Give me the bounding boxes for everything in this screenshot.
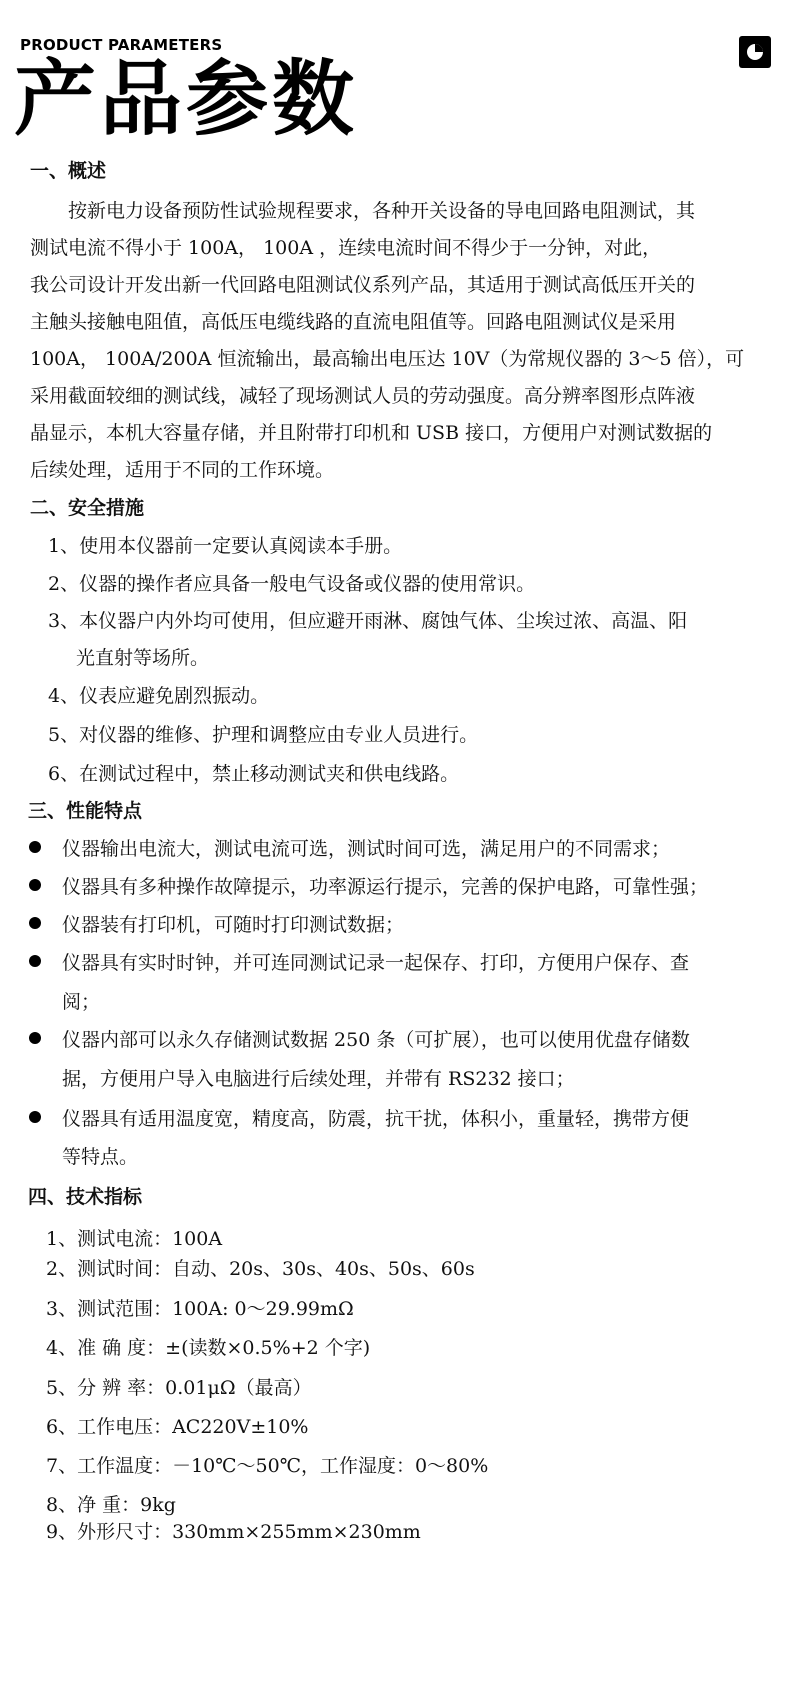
paragraph-line: 晶显示，本机大容量存储，并且附带打印机和 USB 接口，方便用户对测试数据的	[30, 422, 713, 444]
spec-item: 6、工作电压：AC220V±10%	[46, 1416, 309, 1438]
section-heading-safety: 二、安全措施	[30, 497, 145, 519]
bullet-icon	[29, 917, 41, 929]
feature-line: 仪器具有实时时钟，并可连同测试记录一起保存、打印，方便用户保存、查	[62, 952, 690, 974]
list-item: 6、在测试过程中，禁止移动测试夹和供电线路。	[48, 763, 460, 785]
feature-line: 仪器具有适用温度宽，精度高，防震，抗干扰，体积小，重量轻，携带方便	[62, 1108, 690, 1130]
spec-item: 9、外形尺寸：330mm×255mm×230mm	[46, 1521, 421, 1543]
spec-item: 8、净 重：9kg	[46, 1494, 176, 1516]
spec-item: 2、测试时间：自动、20s、30s、40s、50s、60s	[46, 1258, 475, 1280]
paragraph-line: 采用截面较细的测试线，减轻了现场测试人员的劳动强度。高分辨率图形点阵液	[30, 385, 696, 407]
feature-line-continuation: 等特点。	[62, 1146, 139, 1168]
list-item: 2、仪器的操作者应具备一般电气设备或仪器的使用常识。	[48, 573, 536, 595]
brand-logo-icon	[739, 36, 771, 68]
list-item-continuation: 光直射等场所。	[76, 647, 210, 669]
spec-item: 7、工作温度：－10℃～50℃，工作湿度：0～80%	[46, 1455, 489, 1477]
bullet-icon	[29, 879, 41, 891]
paragraph-line: 主触头接触电阻值，高低压电缆线路的直流电阻值等。回路电阻测试仪是采用	[30, 311, 677, 333]
section-heading-specs: 四、技术指标	[28, 1186, 143, 1208]
spec-item: 5、分 辨 率：0.01μΩ（最高）	[46, 1377, 312, 1399]
feature-line: 仪器内部可以永久存储测试数据 250 条（可扩展），也可以使用优盘存储数	[62, 1029, 690, 1051]
feature-line: 仪器装有打印机，可随时打印测试数据；	[62, 914, 405, 936]
subtitle-en: PRODUCT PARAMETERS	[20, 36, 223, 54]
paragraph-line: 后续处理，适用于不同的工作环境。	[30, 459, 335, 481]
list-item: 4、仪表应避免剧烈振动。	[48, 685, 270, 707]
list-item: 1、使用本仪器前一定要认真阅读本手册。	[48, 535, 403, 557]
section-heading-overview: 一、概述	[30, 160, 107, 182]
spec-item: 4、准 确 度：±(读数×0.5%+2 个字)	[46, 1337, 371, 1359]
list-item: 5、对仪器的维修、护理和调整应由专业人员进行。	[48, 724, 479, 746]
feature-line-continuation: 据，方便用户导入电脑进行后续处理，并带有 RS232 接口；	[62, 1068, 575, 1090]
section-heading-features: 三、性能特点	[28, 800, 143, 822]
bullet-icon	[29, 1111, 41, 1123]
bullet-icon	[29, 841, 41, 853]
paragraph-line: 按新电力设备预防性试验规程要求，各种开关设备的导电回路电阻测试，其	[68, 200, 696, 222]
feature-line-continuation: 阅；	[62, 991, 101, 1013]
paragraph-line: 测试电流不得小于 100A， 100A ，连续电流时间不得少于一分钟，对此，	[30, 237, 662, 259]
spec-item: 1、测试电流：100A	[46, 1228, 223, 1250]
feature-line: 仪器输出电流大，测试电流可选，测试时间可选，满足用户的不同需求；	[62, 838, 671, 860]
feature-line: 仪器具有多种操作故障提示，功率源运行提示，完善的保护电路，可靠性强；	[62, 876, 709, 898]
bullet-icon	[29, 1032, 41, 1044]
bullet-icon	[29, 955, 41, 967]
list-item: 3、本仪器户内外均可使用，但应避开雨淋、腐蚀气体、尘埃过浓、高温、阳	[48, 610, 688, 632]
page-title: 产品参数	[14, 52, 359, 147]
paragraph-line: 我公司设计开发出新一代回路电阻测试仪系列产品，其适用于测试高低压开关的	[30, 274, 696, 296]
spec-item: 3、测试范围：100A: 0～29.99mΩ	[46, 1298, 354, 1320]
paragraph-line: 100A， 100A/200A 恒流输出，最高输出电压达 10V（为常规仪器的 3～5 倍），可	[30, 348, 745, 370]
